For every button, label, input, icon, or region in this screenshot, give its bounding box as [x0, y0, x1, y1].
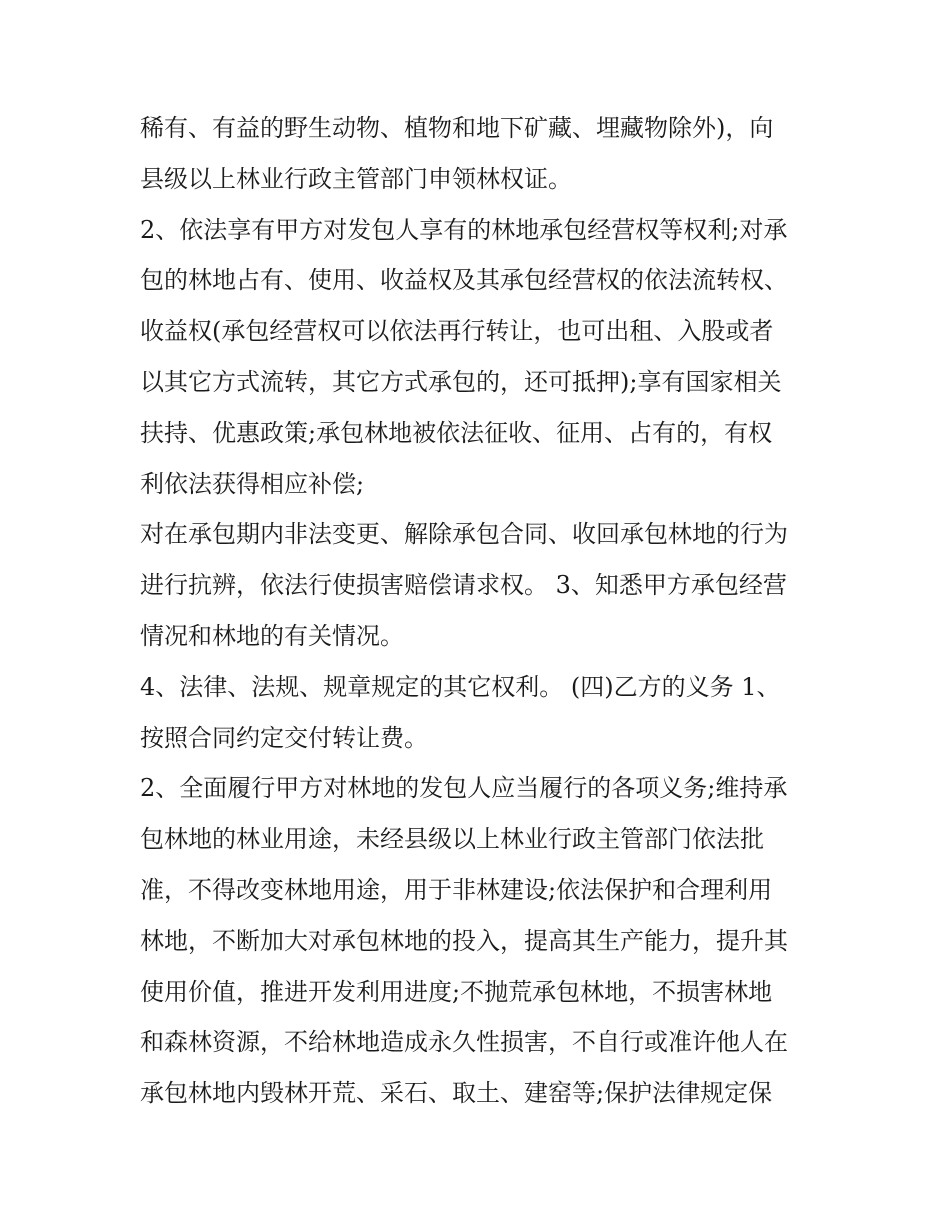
text-line: 2、全面履行甲方对林地的发包人应当履行的各项义务;维持承 [140, 774, 788, 803]
text-line: 包林地的林业用途，未经县级以上林业行政主管部门依法批 [140, 825, 764, 854]
text-line: 进行抗辨，依法行使损害赔偿请求权。 3、知悉甲方承包经营 [140, 571, 787, 600]
text-line: 包的林地占有、使用、收益权及其承包经营权的依法流转权、 [140, 266, 788, 295]
text-line: 对在承包期内非法变更、解除承包合同、收回承包林地的行为 [140, 520, 788, 549]
text-line: 利依法获得相应补偿; [140, 469, 365, 498]
text-line: 林地，不断加大对承包林地的投入，提高其生产能力，提升其 [140, 926, 788, 955]
text-line: 扶持、优惠政策;承包林地被依法征收、征用、占有的，有权 [140, 418, 773, 447]
text-line: 稀有、有益的野生动物、植物和地下矿藏、埋藏物除外)，向 [140, 114, 774, 142]
text-line: 准，不得改变林地用途，用于非林建设;依法保护和合理利用 [140, 875, 773, 904]
text-line: 按照合同约定交付转让费。 [140, 723, 428, 752]
contract-body-text [140, 103, 830, 1119]
text-line: 情况和林地的有关情况。 [140, 621, 404, 650]
text-line: 和森林资源，不给林地造成永久性损害，不自行或准许他人在 [140, 1028, 788, 1057]
text-line: 2、依法享有甲方对发包人享有的林地承包经营权等权利;对承 [140, 215, 788, 244]
text-line: 以其它方式流转，其它方式承包的，还可抵押);享有国家相关 [140, 367, 782, 396]
text-line: 收益权(承包经营权可以依法再行转让，也可出租、入股或者 [140, 317, 774, 346]
text-line: 4、法律、法规、规章规定的其它权利。 (四)乙方的义务 1、 [140, 672, 781, 701]
text-line: 承包林地内毁林开荒、采石、取土、建窑等;保护法律规定保 [140, 1079, 773, 1108]
text-line: 使用价值，推进开发利用进度;不抛荒承包林地，不损害林地 [140, 977, 773, 1006]
text-line: 县级以上林业行政主管部门申领林权证。 [140, 164, 572, 193]
